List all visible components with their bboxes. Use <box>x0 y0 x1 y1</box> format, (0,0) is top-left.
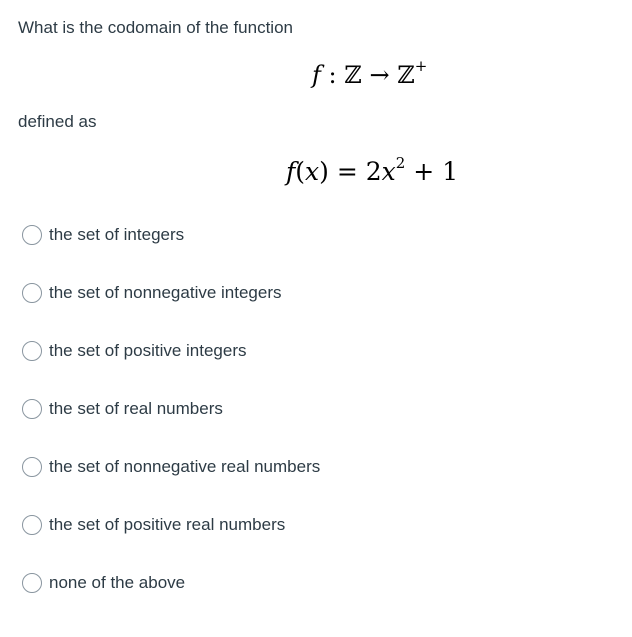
radio-button[interactable] <box>22 225 42 245</box>
function-definition <box>286 155 458 189</box>
answer-label[interactable]: the set of positive real numbers <box>49 515 286 534</box>
answer-option-positive-integers[interactable] <box>20 338 620 364</box>
definition-rhs: $2x^2 + 1$ <box>365 153 459 186</box>
answer-option-nonnegative-integers[interactable] <box>20 280 620 306</box>
radio-button[interactable] <box>22 515 42 535</box>
answer-option-positive-real-numbers[interactable] <box>20 512 620 538</box>
codomain-set: ℤ+ <box>397 57 428 89</box>
answer-option-real-numbers[interactable] <box>20 396 620 422</box>
domain-set: ℤ <box>344 61 362 89</box>
definition-lhs: f(x) <box>286 157 329 186</box>
radio-button[interactable] <box>22 341 42 361</box>
function-name: f <box>312 61 321 89</box>
radio-button[interactable] <box>22 283 42 303</box>
answer-label[interactable]: the set of nonnegative integers <box>49 283 282 302</box>
question-prompt: What is the codomain of the function <box>18 18 293 37</box>
mapping-arrow: → <box>369 61 390 89</box>
answer-label[interactable]: none of the above <box>49 573 186 592</box>
top-strip <box>0 0 632 3</box>
answer-label[interactable]: the set of positive integers <box>49 341 247 360</box>
answer-list <box>20 222 620 628</box>
answer-option-none-of-the-above[interactable] <box>20 570 620 596</box>
radio-button[interactable] <box>22 457 42 477</box>
answer-option-integers[interactable] <box>20 222 620 248</box>
definition-equals: = <box>336 157 358 186</box>
answer-label[interactable]: the set of real numbers <box>49 399 223 418</box>
signature-colon: : <box>328 61 337 89</box>
answer-label[interactable]: the set of nonnegative real numbers <box>49 457 321 476</box>
radio-button[interactable] <box>22 573 42 593</box>
function-signature <box>312 58 427 92</box>
answer-option-nonnegative-real-numbers[interactable] <box>20 454 620 480</box>
codomain-superscript: + <box>414 57 428 75</box>
answer-label[interactable]: the set of integers <box>49 225 185 244</box>
defined-as-text: defined as <box>18 112 97 131</box>
radio-button[interactable] <box>22 399 42 419</box>
